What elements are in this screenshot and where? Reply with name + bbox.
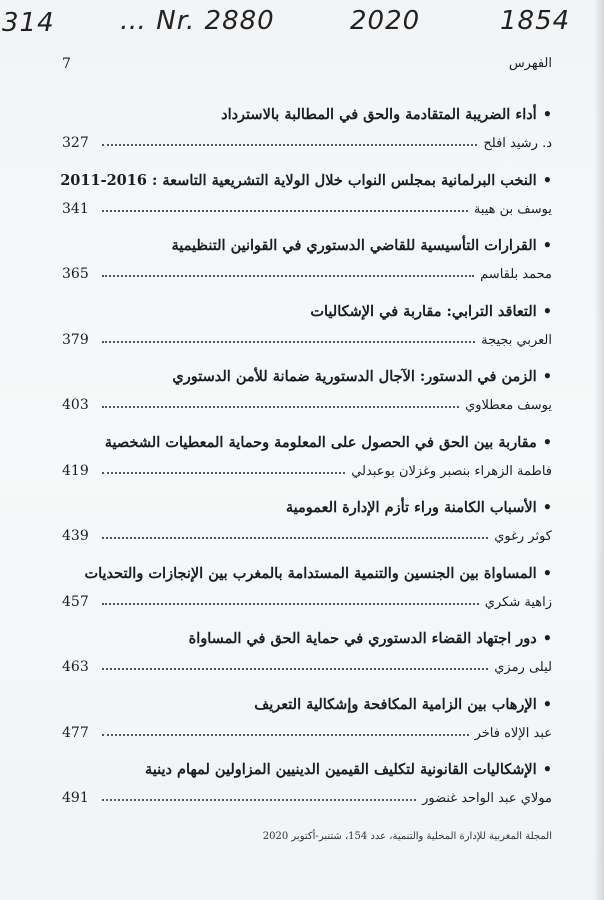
toc-entry-author: عبد الإلاه فاخر bbox=[474, 725, 552, 741]
dot-leader bbox=[102, 668, 488, 670]
toc-entry-line bbox=[62, 721, 552, 741]
toc-entry-page: 403 bbox=[62, 397, 89, 413]
toc-entry-line bbox=[62, 393, 552, 413]
page-number: 7 bbox=[62, 56, 71, 72]
bullet-icon: • bbox=[542, 237, 552, 254]
toc-entry-page: 491 bbox=[62, 790, 89, 806]
toc-entry-title-text: أداء الضريبة المتقادمة والحق في المطالبة بالاسترداد bbox=[221, 106, 537, 123]
toc-entry-line bbox=[62, 197, 552, 217]
toc-entry-title-text: الإشكاليات القانونية لتكليف القيمين الدينيين المزاولين لمهام دينية bbox=[144, 761, 537, 778]
toc-entry-title bbox=[254, 696, 552, 713]
toc-entry-title bbox=[172, 237, 552, 254]
toc-entry-title bbox=[310, 303, 552, 320]
table-of-contents bbox=[62, 100, 552, 821]
toc-entry bbox=[62, 559, 552, 625]
dot-leader bbox=[102, 275, 474, 277]
toc-entry-line bbox=[62, 655, 552, 675]
handwritten-note-1: 314 bbox=[2, 8, 55, 38]
bullet-icon: • bbox=[542, 171, 552, 189]
dot-leader bbox=[102, 341, 475, 343]
dot-leader bbox=[102, 210, 468, 212]
toc-entry-author: ليلى رمزي bbox=[494, 660, 552, 675]
toc-entry-line bbox=[62, 131, 552, 151]
toc-entry-line bbox=[62, 328, 552, 348]
bullet-icon: • bbox=[542, 368, 552, 385]
dot-leader bbox=[102, 144, 477, 146]
toc-entry-page: 341 bbox=[62, 200, 89, 217]
toc-entry-title bbox=[189, 630, 552, 647]
toc-entry bbox=[62, 624, 552, 690]
bullet-icon: • bbox=[542, 106, 552, 123]
toc-entry bbox=[62, 428, 552, 494]
toc-entry-page: 327 bbox=[62, 135, 89, 151]
toc-entry bbox=[62, 493, 552, 559]
dot-leader bbox=[102, 472, 345, 474]
page-edge-shadow bbox=[594, 0, 604, 900]
handwritten-annotations bbox=[0, 6, 604, 38]
toc-entry-page: 379 bbox=[62, 331, 89, 348]
toc-entry-line bbox=[62, 262, 552, 282]
toc-entry-title bbox=[60, 172, 552, 189]
dot-leader bbox=[102, 406, 459, 408]
toc-entry-page: 457 bbox=[62, 593, 89, 610]
toc-entry-title-text: المساواة بين الجنسين والتنمية المستدامة بالمغرب بين الإنجازات والتحديات bbox=[84, 564, 537, 582]
bullet-icon: • bbox=[542, 630, 552, 647]
toc-entry-line bbox=[62, 786, 552, 806]
dot-leader bbox=[102, 799, 416, 801]
toc-entry bbox=[62, 690, 552, 756]
toc-entry-title-text: النخب البرلمانية بمجلس النواب خلال الولاية التشريعية التاسعة : 2016-2011 bbox=[60, 171, 537, 189]
toc-entry-page: 463 bbox=[62, 659, 89, 675]
bullet-icon: • bbox=[542, 302, 552, 320]
toc-entry-title bbox=[145, 761, 552, 778]
toc-entry bbox=[62, 166, 552, 232]
dot-leader bbox=[102, 734, 469, 736]
bullet-icon: • bbox=[542, 499, 552, 516]
toc-entry-title-text: التعاقد الترابي: مقاربة في الإشكاليات bbox=[310, 302, 537, 320]
toc-entry-title-text: الإرهاب بين الزامية المكافحة وإشكالية التعريف bbox=[254, 695, 537, 713]
bullet-icon: • bbox=[542, 761, 552, 778]
toc-entry-author: فاطمة الزهراء بنصبر وغزلان بوعبدلي bbox=[351, 463, 552, 479]
toc-entry-title bbox=[286, 499, 552, 516]
bullet-icon: • bbox=[542, 564, 552, 582]
dot-leader bbox=[102, 603, 479, 605]
toc-entry-line bbox=[62, 459, 552, 479]
toc-entry-author: زاهية شكري bbox=[484, 594, 552, 610]
toc-entry bbox=[62, 755, 552, 821]
page-header bbox=[62, 56, 552, 76]
toc-entry-title-text: الزمن في الدستور: الآجال الدستورية ضمانة للأمن الدستوري bbox=[172, 368, 537, 385]
handwritten-note-4: 1854 bbox=[500, 6, 571, 36]
toc-entry-page: 365 bbox=[62, 266, 89, 282]
toc-entry-author: محمد بلقاسم bbox=[480, 267, 552, 282]
toc-entry bbox=[62, 100, 552, 166]
handwritten-note-3: 2020 bbox=[350, 6, 421, 36]
handwritten-note-2: … Nr. 2880 bbox=[120, 6, 275, 36]
toc-entry bbox=[62, 231, 552, 297]
toc-entry-title-text: الأسباب الكامنة وراء تأزم الإدارة العمومية bbox=[285, 499, 537, 516]
toc-entry-page: 439 bbox=[62, 528, 89, 544]
toc-entry-title bbox=[84, 565, 552, 582]
toc-entry bbox=[62, 362, 552, 428]
toc-entry-page: 477 bbox=[62, 724, 89, 741]
toc-entry-page: 419 bbox=[62, 462, 89, 479]
toc-entry-title bbox=[221, 106, 552, 123]
toc-entry-author: العربي بجيجة bbox=[481, 332, 552, 348]
page-title: الفهرس bbox=[508, 56, 552, 71]
toc-entry-author: مولاي عبد الواحد غنضور bbox=[422, 791, 552, 806]
toc-entry-line bbox=[62, 590, 552, 610]
toc-entry-title-text: دور اجتهاد القضاء الدستوري في حماية الحق في المساواة bbox=[188, 630, 537, 647]
toc-entry-author: يوسف بن هيبة bbox=[473, 201, 552, 217]
toc-entry-title bbox=[172, 368, 552, 385]
toc-entry-author: د. رشيد افلح bbox=[483, 136, 552, 151]
bullet-icon: • bbox=[542, 433, 552, 451]
toc-entry-title-text: مقاربة بين الحق في الحصول على المعلومة وحماية المعطيات الشخصية bbox=[104, 433, 537, 451]
toc-entry-author: يوسف معطلاوي bbox=[465, 398, 552, 413]
dot-leader bbox=[102, 537, 488, 539]
toc-entry-title-text: القرارات التأسيسية للقاضي الدستوري في القوانين التنظيمية bbox=[171, 237, 537, 254]
toc-entry-title bbox=[105, 434, 552, 451]
toc-entry-line bbox=[62, 524, 552, 544]
toc-entry-author: كوثر رغوي bbox=[494, 529, 552, 544]
bullet-icon: • bbox=[542, 695, 552, 713]
page-footer: المجلة المغربية للإدارة المحلية والتنمية، عدد 154، شتنبر-أكتوبر 2020 bbox=[262, 831, 552, 842]
toc-entry bbox=[62, 297, 552, 363]
